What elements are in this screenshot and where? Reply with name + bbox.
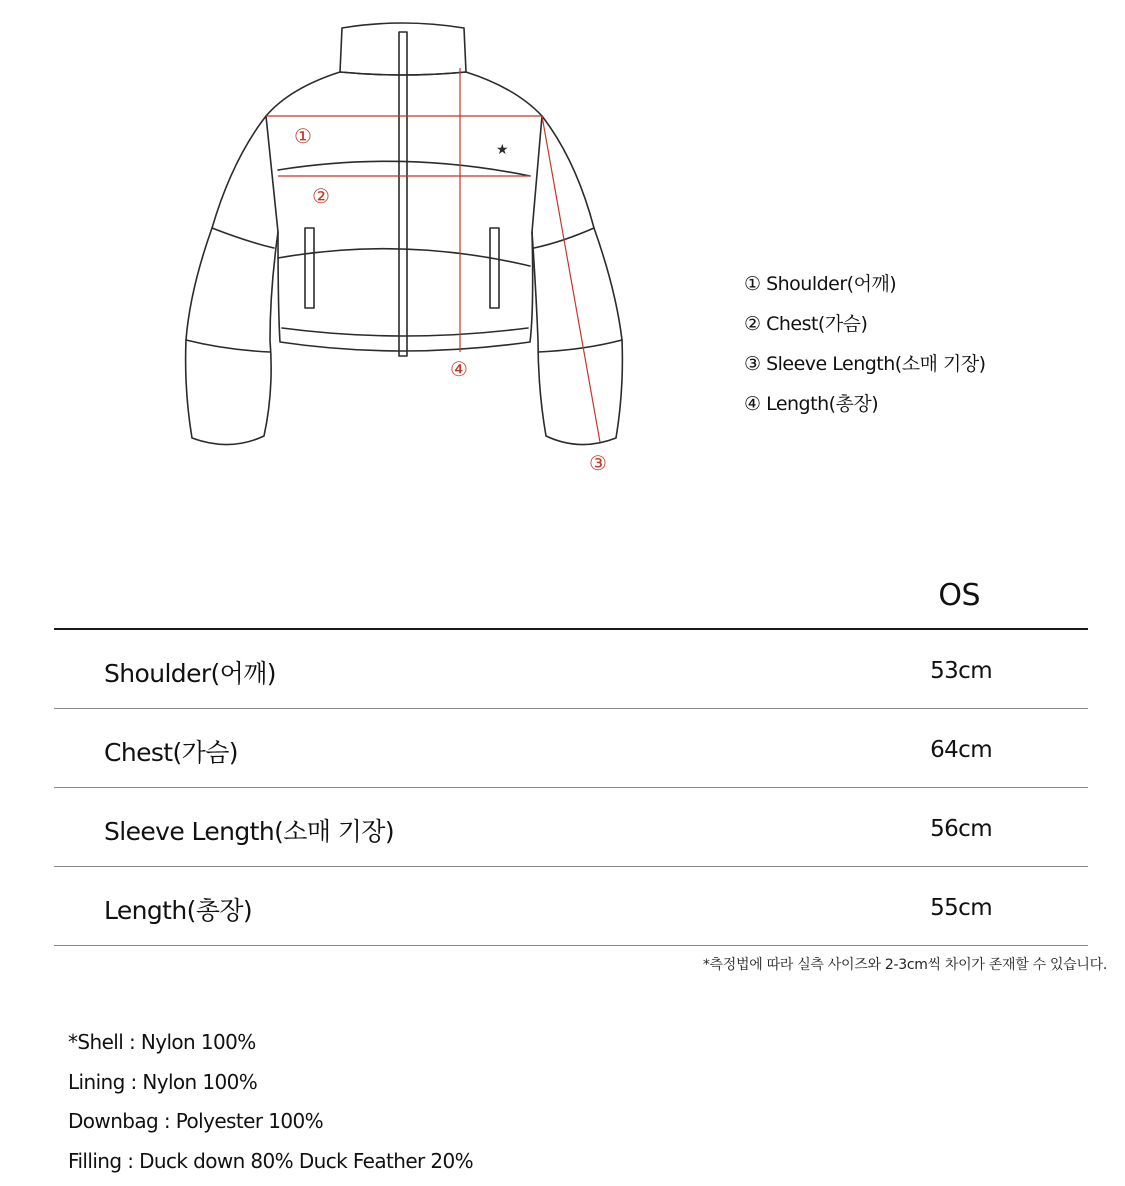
measurement-note: *측정법에 따라 실측 사이즈와 2-3cm씩 차이가 존재할 수 있습니다. [703,954,1107,974]
row-label: Chest(가슴) [104,733,238,769]
body-shape [266,72,542,351]
row-value: 56cm [930,816,992,842]
table-row-chest [54,709,1088,788]
star-logo-icon: ★ [496,142,509,158]
row-value: 55cm [930,895,992,921]
marker-length: ④ [450,357,468,381]
row-label: Sleeve Length(소매 기장) [104,812,394,848]
body-puff-line-1 [278,161,530,176]
material-lining: Lining : Nylon 100% [68,1068,473,1108]
jacket-illustration [170,10,650,490]
material-downbag: Downbag : Polyester 100% [68,1107,473,1147]
row-value: 53cm [930,658,992,684]
measurement-legend [744,270,986,430]
body-puff-line-2 [278,249,530,266]
right-pocket [490,228,499,308]
size-column-os: OS [938,578,980,613]
jacket-diagram [170,10,650,490]
marker-shoulder: ① [294,124,312,148]
left-sleeve-puff-1 [212,228,274,248]
left-pocket [305,228,314,308]
row-label: Length(총장) [104,891,252,927]
left-sleeve-puff-2 [186,340,270,352]
legend-item-shoulder: ① Shoulder(어깨) [744,270,986,310]
right-sleeve [532,116,622,445]
legend-item-chest: ② Chest(가슴) [744,310,986,350]
legend-item-length: ④ Length(총장) [744,390,986,430]
jacket-outline [186,23,623,445]
measurement-lines [266,68,600,442]
legend-item-sleeve: ③ Sleeve Length(소매 기장) [744,350,986,390]
size-table [54,572,1088,946]
right-sleeve-puff-2 [538,340,622,352]
marker-chest: ② [312,184,330,208]
table-row-shoulder [54,630,1088,709]
material-shell: *Shell : Nylon 100% [68,1028,473,1068]
table-row-length [54,867,1088,946]
left-sleeve [186,116,278,445]
row-label: Shoulder(어깨) [104,654,276,690]
materials-list [68,1028,473,1186]
table-row-sleeve [54,788,1088,867]
zipper [399,32,407,356]
row-value: 64cm [930,737,992,763]
collar-shape [340,23,466,75]
material-filling: Filling : Duck down 80% Duck Feather 20% [68,1147,473,1186]
hem-line [282,328,528,336]
marker-sleeve: ③ [589,451,607,475]
size-table-header [54,572,1088,630]
